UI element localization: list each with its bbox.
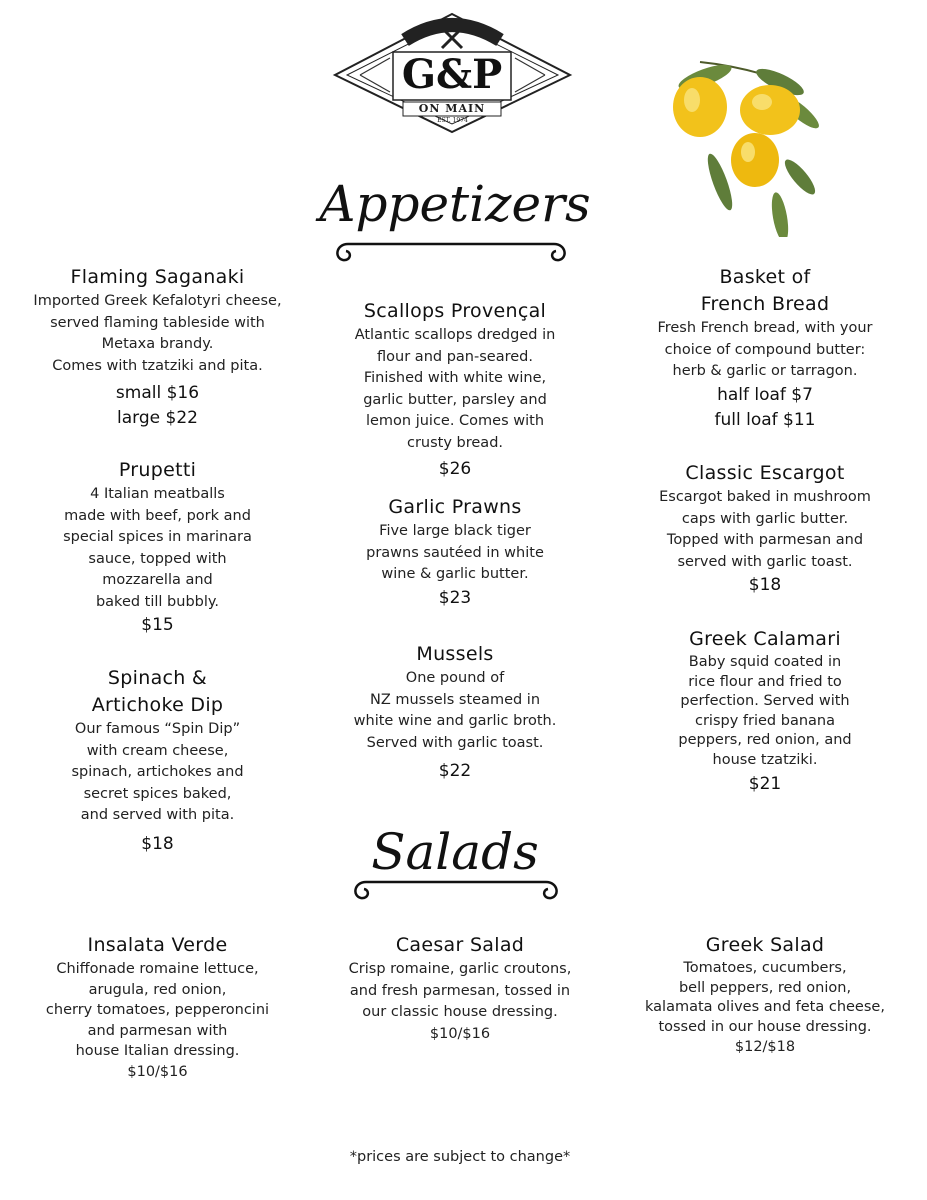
desc-line: NZ mussels steamed in: [369, 691, 541, 708]
desc-line: lemon juice. Comes with: [365, 413, 545, 429]
desc-line: and parmesan with: [87, 1022, 228, 1039]
item-description: [305, 325, 605, 454]
desc-line: with cream cheese,: [86, 742, 229, 759]
desc-line: peppers, red onion, and: [678, 732, 852, 748]
desc-line: Chiffonade romaine lettuce,: [56, 961, 259, 977]
desc-line: caps with garlic butter.: [681, 510, 849, 527]
desc-line: Crisp romaine, garlic croutons,: [348, 961, 572, 977]
item-name: Garlic Prawns: [388, 496, 522, 518]
item-price: $23: [438, 587, 472, 608]
item-mussels: [305, 641, 605, 784]
desc-line: Five large black tiger: [379, 523, 531, 539]
desc-line: tossed in our house dressing.: [658, 1018, 872, 1035]
item-description: [305, 521, 605, 586]
desc-line: herb & garlic or tarragon.: [672, 363, 858, 379]
desc-line: our classic house dressing.: [362, 1004, 558, 1020]
logo-subtitle: ON MAIN: [418, 102, 486, 115]
item-description: [10, 719, 305, 827]
desc-line: perfection. Served with: [680, 693, 850, 709]
item-price: $21: [748, 774, 782, 794]
lemon-illustration: [660, 52, 820, 237]
desc-line: Metaxa brandy.: [101, 336, 214, 352]
desc-line: sauce, topped with: [88, 550, 227, 567]
item-greek-calamari: [615, 626, 915, 797]
item-name: Prupetti: [118, 459, 197, 481]
desc-line: garlic butter, parsley and: [363, 391, 547, 408]
item-garlic-prawns: [305, 494, 605, 611]
item-price: $15: [141, 615, 174, 635]
item-description: [615, 487, 915, 573]
item-name: Insalata Verde: [87, 934, 228, 956]
desc-line: prawns sautéed in white: [366, 544, 544, 561]
item-price: $18: [141, 833, 174, 854]
item-price: $10/$16: [429, 1025, 491, 1042]
item-spinach-artichoke-dip: [10, 665, 305, 857]
desc-line: rice flour and fried to: [688, 673, 842, 690]
desc-line: Our famous “Spin Dip”: [74, 721, 241, 737]
desc-line: house tzatziki.: [712, 751, 818, 768]
desc-line: One pound of: [405, 670, 505, 686]
item-name: Mussels: [416, 643, 494, 665]
item-name: Scallops Provençal: [363, 300, 547, 322]
item-prupetti: [10, 457, 305, 638]
desc-line: served with garlic toast.: [677, 553, 853, 570]
desc-line: spinach, artichokes and: [71, 764, 244, 780]
item-name: Greek Calamari: [689, 628, 841, 650]
desc-line: wine & garlic butter.: [381, 566, 529, 582]
desc-line: flour and pan-seared.: [377, 348, 533, 365]
desc-line: Comes with tzatziki and pita.: [52, 357, 263, 374]
desc-line: Atlantic scallops dredged in: [354, 327, 556, 343]
desc-line: cherry tomatoes, pepperoncini: [45, 1002, 270, 1018]
item-price: $10/$16: [127, 1063, 188, 1080]
item-name: Flaming Saganaki: [70, 266, 245, 288]
price-disclaimer: *prices are subject to change*: [349, 1149, 571, 1165]
item-price: $26: [438, 459, 472, 479]
item-description: [305, 959, 615, 1024]
item-name-line: Basket of: [719, 266, 811, 288]
desc-line: white wine and garlic broth.: [353, 713, 557, 729]
item-price-small: small $16: [115, 383, 200, 403]
item-caesar-salad: [305, 932, 615, 1045]
item-flaming-saganaki: [10, 264, 305, 431]
item-name-line: Artichoke Dip: [91, 694, 224, 716]
desc-line: crispy fried banana: [695, 712, 835, 729]
item-classic-escargot: [615, 460, 915, 598]
desc-line: served flaming tableside with: [50, 314, 265, 331]
salads-heading: Salads: [371, 823, 539, 881]
restaurant-logo: [330, 10, 575, 135]
item-name: Classic Escargot: [685, 462, 845, 484]
desc-line: Topped with parmesan and: [666, 532, 864, 548]
desc-line: Baby squid coated in: [688, 654, 842, 670]
item-price-large: large $22: [117, 408, 198, 428]
desc-line: made with beef, pork and: [64, 507, 251, 524]
logo-est: EST. 1974: [437, 117, 468, 124]
item-description: [10, 484, 305, 613]
desc-line: Imported Greek Kefalotyri cheese,: [33, 293, 282, 309]
desc-line: Served with garlic toast.: [366, 734, 544, 751]
desc-line: special spices in marinara: [63, 529, 252, 545]
desc-line: 4 Italian meatballs: [90, 486, 225, 502]
item-description: [10, 959, 305, 1062]
appetizers-heading: Appetizers: [319, 175, 591, 233]
desc-line: house Italian dressing.: [75, 1043, 240, 1059]
item-price: $12/$18: [734, 1039, 796, 1055]
desc-line: bell peppers, red onion,: [678, 979, 852, 996]
desc-line: mozzarella and: [102, 572, 213, 588]
desc-line: baked till bubbly.: [95, 593, 220, 610]
desc-line: Escargot baked in mushroom: [659, 489, 871, 505]
item-price: $18: [748, 575, 782, 595]
item-insalata-verde: [10, 932, 305, 1083]
item-scallops-provencal: [305, 298, 605, 482]
item-description: [615, 653, 915, 770]
desc-line: and fresh parmesan, tossed in: [349, 982, 571, 999]
item-price-half: half loaf $7: [717, 384, 813, 405]
desc-line: Tomatoes, cucumbers,: [683, 960, 847, 976]
item-name: Caesar Salad: [395, 934, 525, 956]
item-description: [615, 318, 915, 383]
desc-line: kalamata olives and feta cheese,: [645, 999, 885, 1015]
desc-line: Fresh French bread, with your: [657, 320, 873, 336]
logo-initials: G&P: [401, 51, 503, 98]
item-description: [615, 959, 915, 1037]
desc-line: arugula, red onion,: [88, 981, 227, 998]
desc-line: crusty bread.: [406, 434, 504, 451]
item-description: [305, 668, 605, 754]
item-description: [10, 291, 305, 377]
desc-line: Finished with white wine,: [363, 370, 547, 386]
item-price: $22: [438, 761, 472, 781]
desc-line: choice of compound butter:: [664, 341, 866, 358]
desc-line: secret spices baked,: [83, 785, 232, 802]
item-greek-salad: [615, 932, 915, 1059]
appetizers-divider-flourish: [330, 236, 572, 268]
desc-line: and served with pita.: [80, 807, 235, 823]
item-price-full: full loaf $11: [714, 409, 816, 430]
salads-divider-flourish: [348, 874, 564, 906]
item-name-line: Spinach &: [107, 667, 208, 689]
item-basket-of-french-bread: [615, 264, 915, 433]
item-name: Greek Salad: [705, 934, 825, 956]
item-name-line: French Bread: [700, 293, 830, 315]
